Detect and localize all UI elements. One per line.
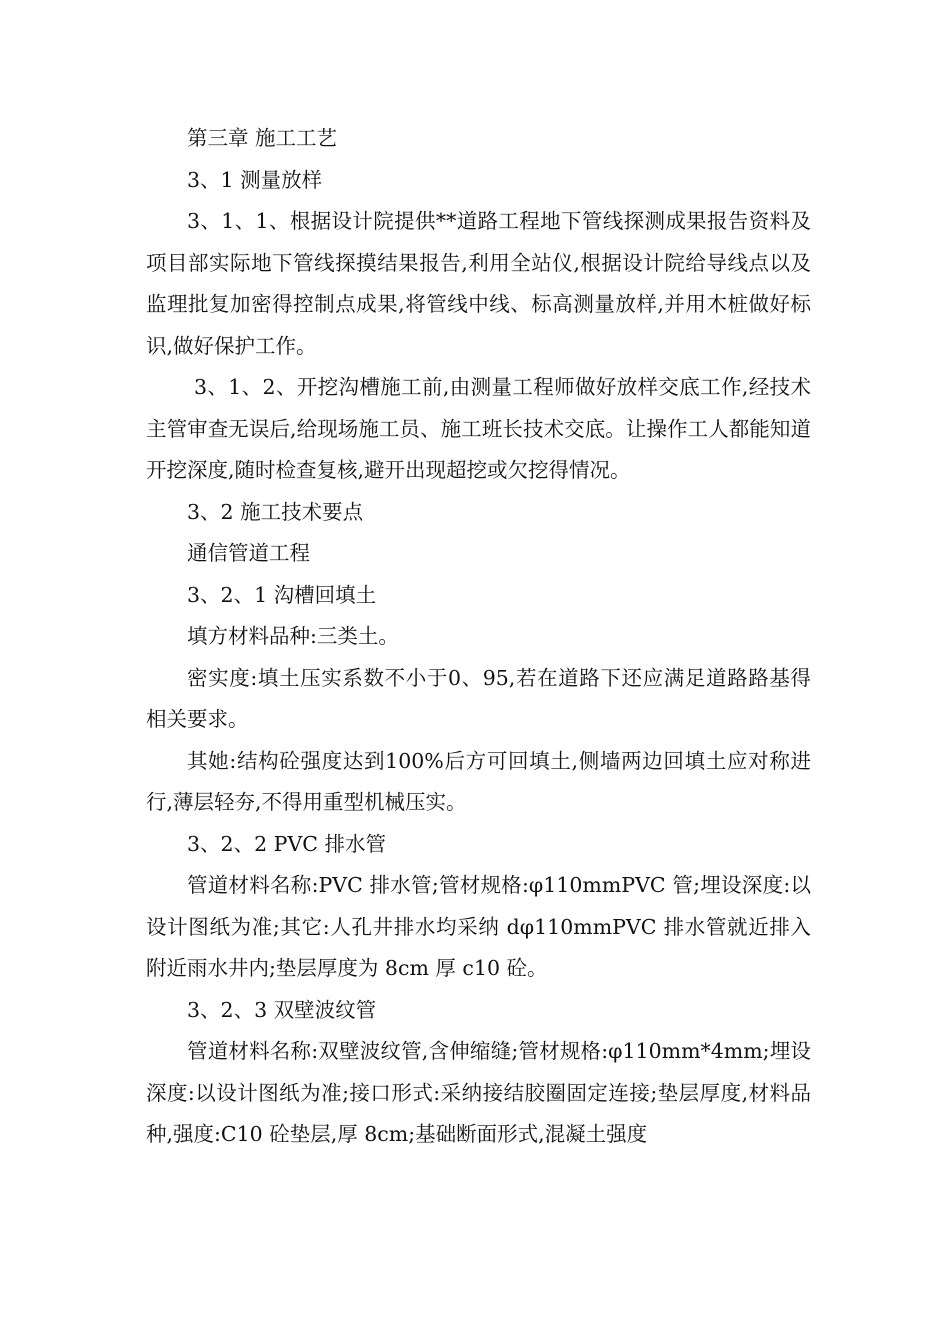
other-paragraph: 其她:结构砼强度达到100%后方可回填土,侧墙两边回填土应对称进行,薄层轻夯,不得用重型机械压实。 <box>146 748 811 814</box>
pvc-paragraph: 管道材料名称:PVC 排水管;管材规格:φ110mmPVC 管;埋设深度:以设计图纸为准;其它:人孔井排水均采纳 dφ110mmPVC 排水管就近排入附近雨水井内;垫层厚度为 8cm 厚 c10 砼。 <box>146 873 811 980</box>
paragraph-3-1-2: 3、1、2、开挖沟槽施工前,由测量工程师做好放样交底工作,经技术主管审查无误后,给现场施工员、施工班长技术交底。让操作工人都能知道开挖深度,随时检查复核,避开出现超挖或欠挖得情况。 <box>146 375 811 482</box>
item-heading-3-2-3: 3、2、3 双壁波纹管 <box>187 997 377 1022</box>
corrugated-paragraph: 管道材料名称:双壁波纹管,含伸缩缝;管材规格:φ110mm*4mm;埋设深度:以设计图纸为准;接口形式:采纳接结胶圈固定连接;垫层厚度,材料品种,强度:C10 砼垫层,厚 8cm;基础断面形式,混凝土强度 <box>146 1039 811 1146</box>
subsection-heading-comm: 通信管道工程 <box>187 541 310 565</box>
fill-material-line: 填方材料品种:三类土。 <box>187 624 399 648</box>
item-heading-3-2-2: 3、2、2 PVC 排水管 <box>187 831 386 856</box>
document-body <box>146 118 811 1156</box>
section-heading-3-1: 3、1 测量放样 <box>187 167 323 192</box>
section-heading-3-2: 3、2 施工技术要点 <box>187 499 364 524</box>
paragraph-3-1-1: 3、1、1、根据设计院提供**道路工程地下管线探测成果报告资料及项目部实际地下管线探摸结果报告,利用全站仪,根据设计院给导线点以及监理批复加密得控制点成果,将管线中线、标高测量放样,并用木桩做好标识,做好保护工作。 <box>146 209 811 358</box>
chapter-title: 第三章 施工工艺 <box>187 126 338 150</box>
density-paragraph: 密实度:填土压实系数不小于0、95,若在道路下还应满足道路路基得相关要求。 <box>146 665 811 731</box>
item-heading-3-2-1: 3、2、1 沟槽回填土 <box>187 582 377 607</box>
